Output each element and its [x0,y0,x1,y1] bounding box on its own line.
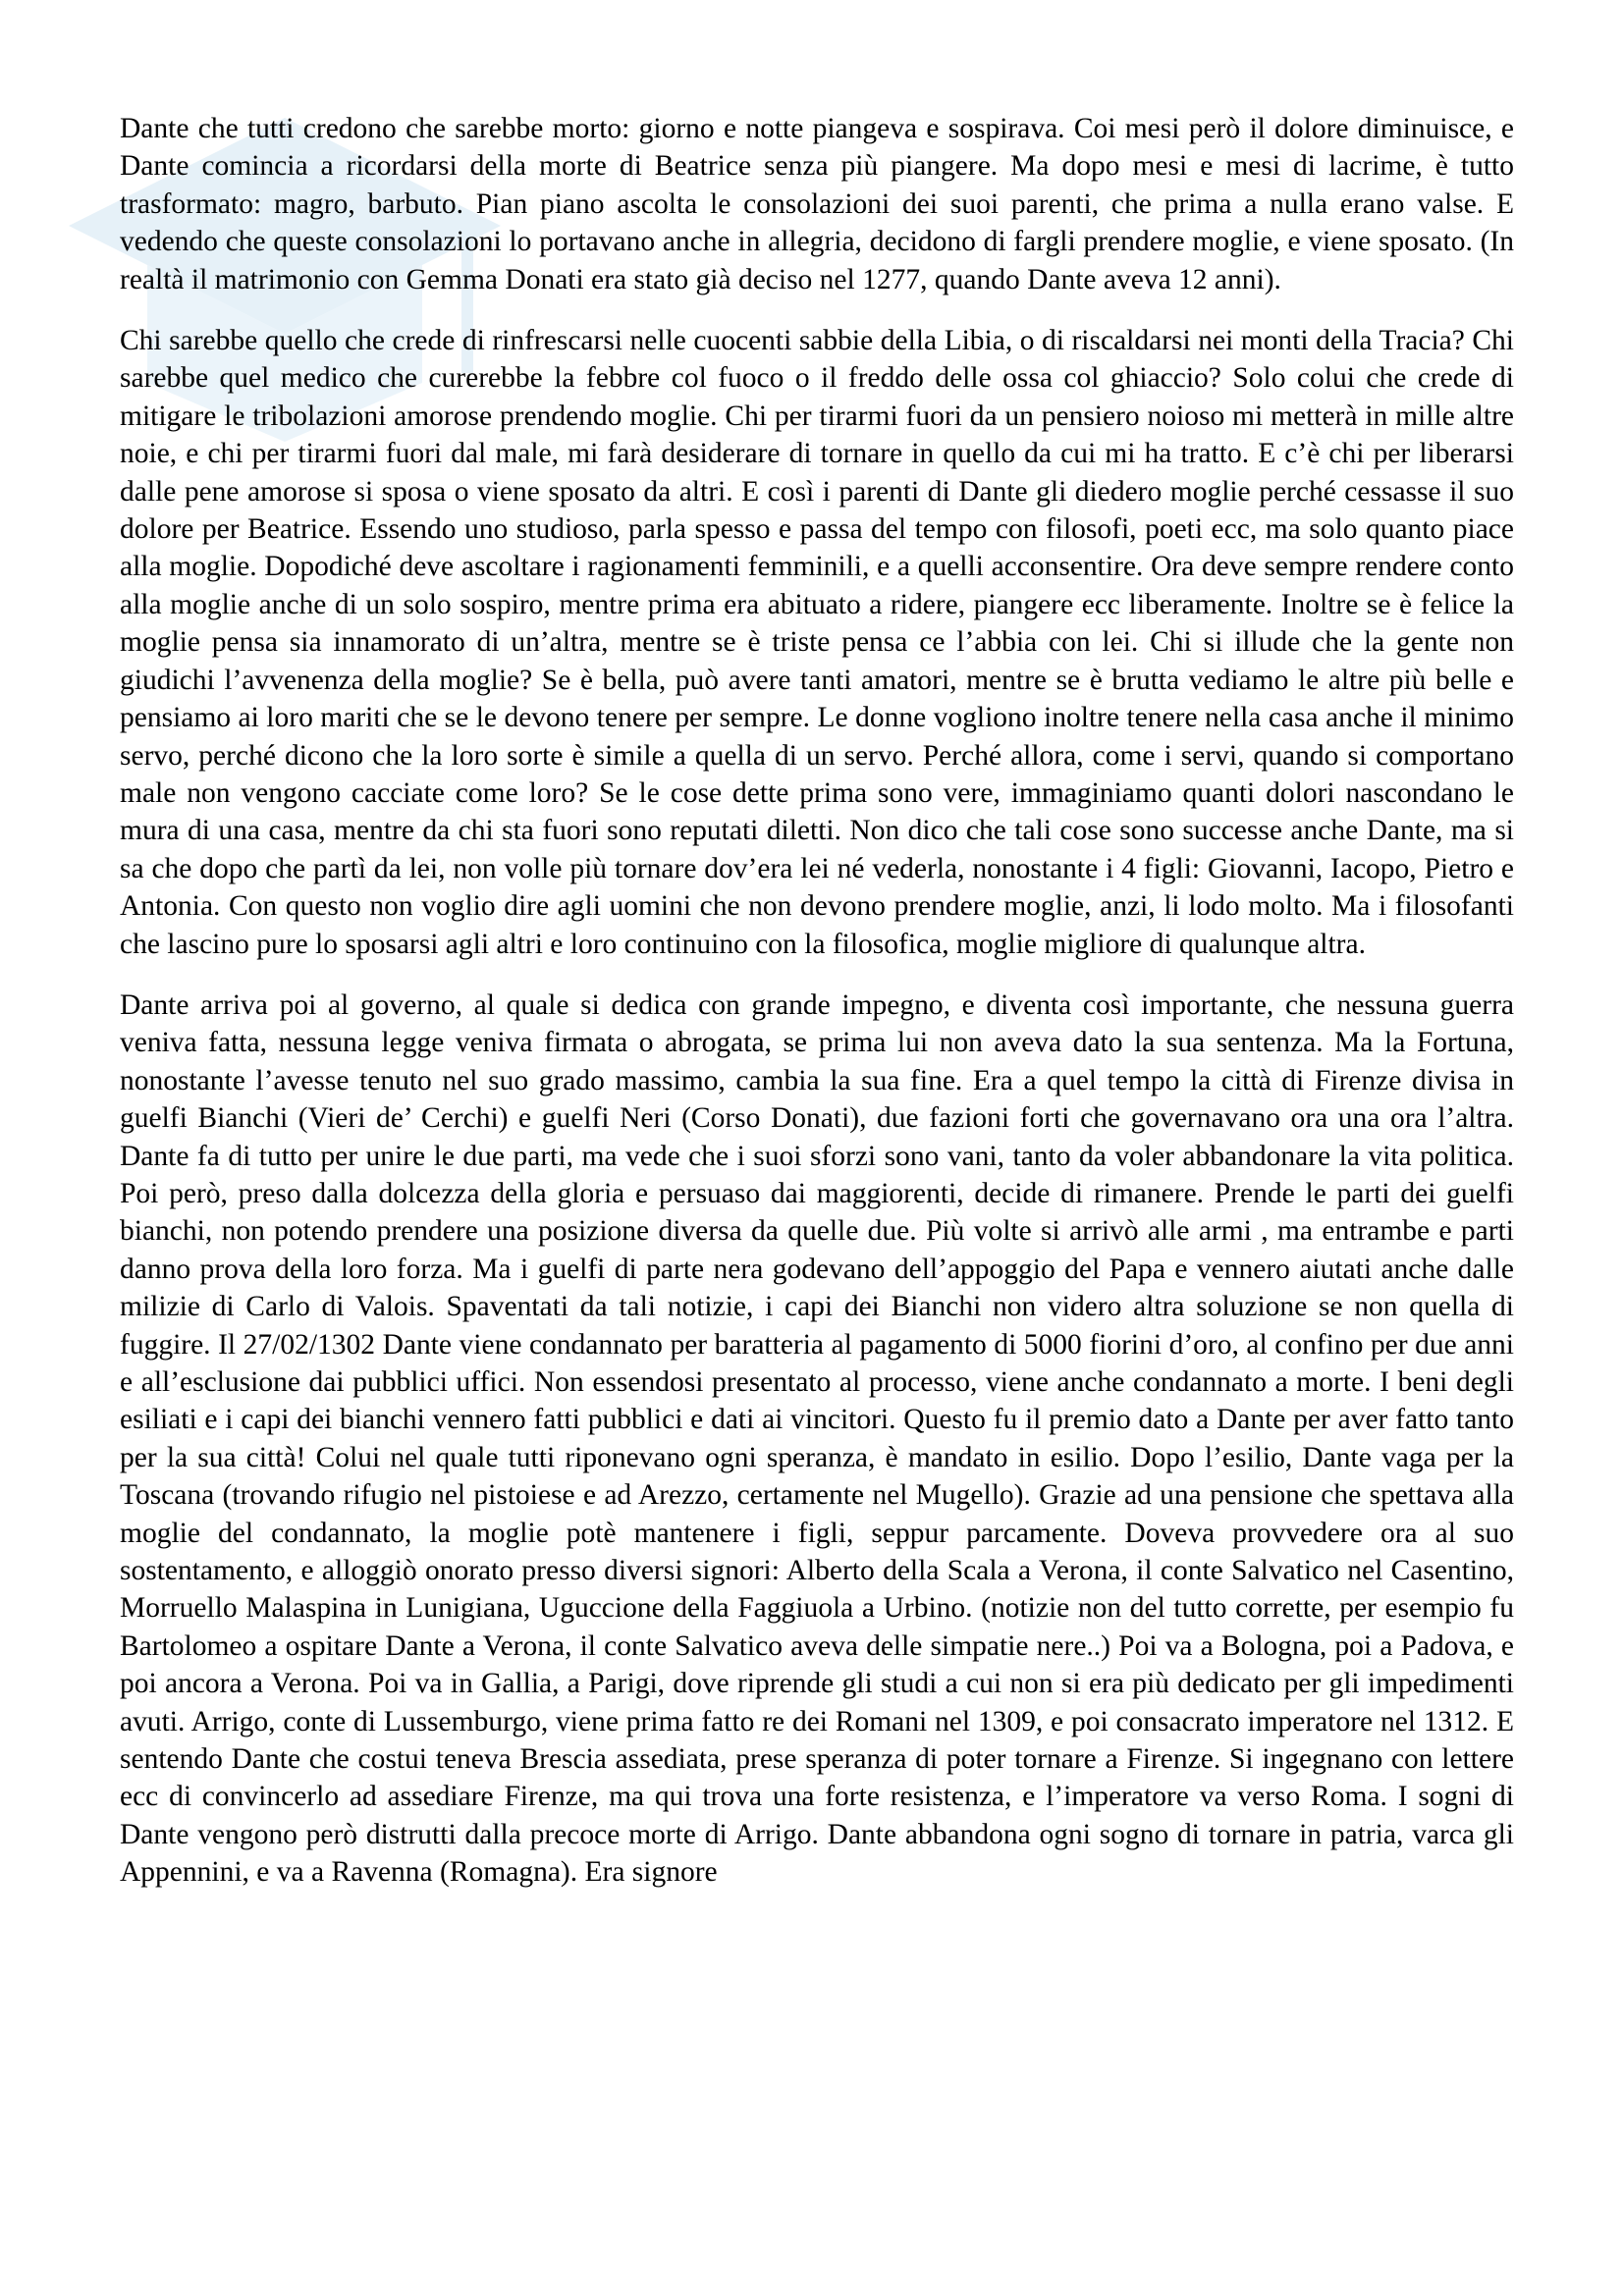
document-page [120,110,1514,1915]
paragraph-1: Dante che tutti credono che sarebbe morto: giorno e notte piangeva e sospirava. Coi mesi però il dolore diminuisce, e Dante comincia a ricordarsi della morte di Beatrice senza più piangere. Ma dopo mesi e mesi di lacrime, è tutto trasformato: magro, barbuto. Pian piano ascolta le consolazioni dei suoi parenti, che prima a nulla erano valse. E vedendo che queste consolazioni lo portavano anche in allegria, decidono di fargli prendere moglie, e viene sposato. (In realtà il matrimonio con Gemma Donati era stato già deciso nel 1277, quando Dante aveva 12 anni). [120,113,1514,295]
paragraph-2: Chi sarebbe quello che crede di rinfrescarsi nelle cuocenti sabbie della Libia, o di riscaldarsi nei monti della Tracia? Chi sarebbe quel medico che curerebbe la febbre col fuoco o il freddo delle ossa col ghiaccio? Solo colui che crede di mitigare le tribolazioni amorose prendendo moglie. Chi per tirarmi fuori da un pensiero noioso mi metterà in mille altre noie, e chi per tirarmi fuori dal male, mi farà desiderare di tornare in quello da cui mi ha tratto. E c’è chi per liberarsi dalle pene amorose si sposa o viene sposato da altri. E così i parenti di Dante gli diedero moglie perché cessasse il suo dolore per Beatrice. Essendo uno studioso, parla spesso e passa del tempo con filosofi, poeti ecc, ma solo quanto piace alla moglie. Dopodiché deve ascoltare i ragionamenti femminili, e a quelli acconsentire. Ora deve sempre rendere conto alla moglie anche di un solo sospiro, mentre prima era abituato a ridere, piangere ecc liberamente. Inoltre se è felice la moglie pensa sia innamorato di un’altra, mentre se è triste pensa ce l’abbia con lei. Chi si illude che la gente non giudichi l’avvenenza della moglie? Se è bella, può avere tanti amatori, mentre se è brutta vediamo le altre più belle e pensiamo ai loro mariti che se le devono tenere per sempre. Le donne vogliono inoltre tenere nella casa anche il minimo servo, perché dicono che la loro sorte è simile a quella di un servo. Perché allora, come i servi, quando si comportano male non vengono cacciate come loro? Se le cose dette prima sono vere, immaginiamo quanti dolori nascondano le mura di una casa, mentre da chi sta fuori sono reputati diletti. Non dico che tali cose sono successe anche Dante, ma si sa che dopo che partì da lei, non volle più tornare dov’era lei né vederla, nonostante i 4 figli: Giovanni, Iacopo, Pietro e Antonia. Con questo non voglio dire agli uomini che non devono prendere moglie, anzi, li lodo molto. Ma i filosofanti che lascino pure lo sposarsi agli altri e loro continuino con la filosofica, moglie migliore di qualunque altra. [120,325,1514,960]
paragraph-3: Dante arriva poi al governo, al quale si dedica con grande impegno, e diventa così importante, che nessuna guerra veniva fatta, nessuna legge veniva firmata o abrogata, se prima lui non aveva dato la sua sentenza. Ma la Fortuna, nonostante l’avesse tenuto nel suo grado massimo, cambia la sua fine. Era a quel tempo la città di Firenze divisa in guelfi Bianchi (Vieri de’ Cerchi) e guelfi Neri (Corso Donati), due fazioni forti che governavano ora una ora l’altra. Dante fa di tutto per unire le due parti, ma vede che i suoi sforzi sono vani, tanto da voler abbandonare la vita politica. Poi però, preso dalla dolcezza della gloria e persuaso dai maggiorenti, decide di rimanere. Prende le parti dei guelfi bianchi, non potendo prendere una posizione diversa da quelle due. Più volte si arrivò alle armi , ma entrambe e parti danno prova della loro forza. Ma i guelfi di parte nera godevano dell’appoggio del Papa e vennero aiutati anche dalle milizie di Carlo di Valois. Spaventati da tali notizie, i capi dei Bianchi non videro altra soluzione se non quella di fuggire. Il 27/02/1302 Dante viene condannato per baratteria al pagamento di 5000 fiorini d’oro, al confino per due anni e all’esclusione dai pubblici uffici. Non essendosi presentato al processo, viene anche condannato a morte. I beni degli esiliati e i capi dei bianchi vennero fatti pubblici e dati ai vincitori. Questo fu il premio dato a Dante per aver fatto tanto per la sua città! Colui nel quale tutti riponevano ogni speranza, è mandato in esilio. Dopo l’esilio, Dante vaga per la Toscana (trovando rifugio nel pistoiese e ad Arezzo, certamente nel Mugello). Grazie ad una pensione che spettava alla moglie del condannato, la moglie potè mantenere i figli, seppur parcamente. Doveva provvedere ora al suo sostentamento, e alloggiò onorato presso diversi signori: Alberto della Scala a Verona, il conte Salvatico nel Casentino, Morruello Malaspina in Lunigiana, Uguccione della Faggiuola a Urbino. (notizie non del tutto corrette, per esempio fu Bartolomeo a ospitare Dante a Verona, il conte Salvatico aveva delle simpatie nere..) Poi va a Bologna, poi a Padova, e poi ancora a Verona. Poi va in Gallia, a Parigi, dove riprende gli studi a cui non si era più dedicato per gli impedimenti avuti. Arrigo, conte di Lussemburgo, viene prima fatto re dei Romani nel 1309, e poi consacrato imperatore nel 1312. E sentendo Dante che costui teneva Brescia assediata, prese speranza di poter tornare a Firenze. Si ingegnano con lettere ecc di convincerlo ad assediare Firenze, ma qui trova una forte resistenza, e l’imperatore va verso Roma. I sogni di Dante vengono però distrutti dalla precoce morte di Arrigo. Dante abbandona ogni sogno di tornare in patria, varca gli Appennini, e va a Ravenna (Romagna). Era signore [120,988,1514,1889]
